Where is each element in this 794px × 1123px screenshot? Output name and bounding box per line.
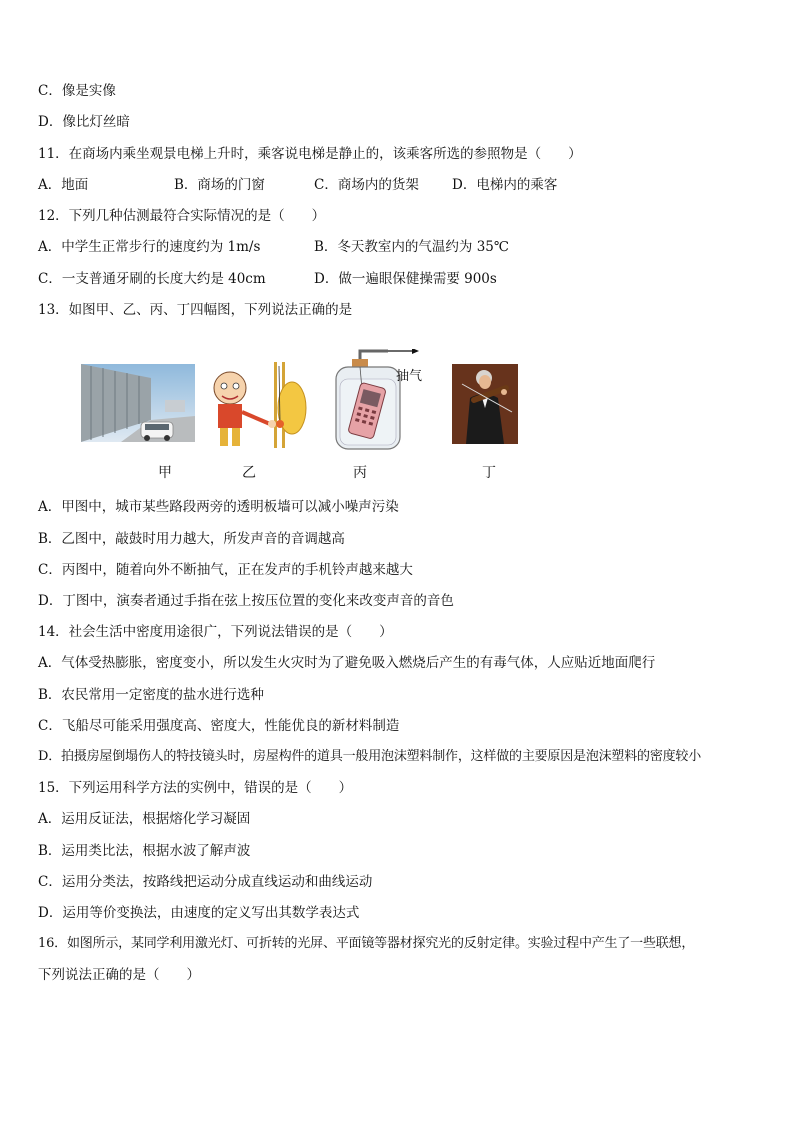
q11-stem: 11．在商场内乘坐观景电梯上升时，乘客说电梯是静止的，该乘客所选的参照物是（ ） — [38, 146, 582, 162]
q10-option-d: D．像比灯丝暗 — [38, 114, 130, 130]
q14-option-b: B．农民常用一定密度的盐水进行选种 — [38, 687, 264, 703]
q15-option-a: A．运用反证法，根据熔化学习凝固 — [38, 811, 251, 827]
q11-option-d: D．电梯内的乘客 — [452, 177, 558, 193]
q14-option-d: D．拍摄房屋倒塌伤人的特技镜头时，房屋构件的道具一般用泡沫塑料制作，这样做的主要原因是泡沫塑料的密度较小 — [38, 749, 702, 764]
q14-option-a: A．气体受热膨胀，密度变小，所以发生火灾时为了避免吸入燃烧后产生的有毒气体，人应贴近地面爬行 — [38, 655, 656, 671]
q11-options-row — [38, 176, 758, 194]
q16-stem-line-2: 下列说法正确的是（ ） — [38, 967, 200, 983]
caption-yi: 乙 — [242, 465, 256, 481]
q12-options-row-1 — [38, 238, 758, 256]
q14-option-c: C．飞船尽可能采用强度高、密度大，性能优良的新材料制造 — [38, 718, 400, 734]
q14-stem: 14．社会生活中密度用途很广，下列说法错误的是（ ） — [38, 624, 393, 640]
q15-option-b: B．运用类比法，根据水波了解声波 — [38, 843, 251, 859]
caption-jia: 甲 — [158, 465, 172, 481]
figure-yi-drum — [208, 362, 310, 450]
q12-option-d: D．做一遍眼保健操需要 900s — [314, 271, 497, 287]
q16-stem-line-1: 16．如图所示，某同学利用激光灯、可折转的光屏、平面镜等器材探究光的反射定律。实验过程中产生了一些联想， — [38, 936, 695, 951]
q11-option-c: C．商场内的货架 — [314, 177, 419, 193]
q10-option-c: C．像是实像 — [38, 83, 116, 99]
q12-option-a: A．中学生正常步行的速度约为 1m/s — [38, 239, 261, 255]
figure-jia-sound-barrier — [81, 364, 195, 442]
q13-option-d: D．丁图中，演奏者通过手指在弦上按压位置的变化来改变声音的音色 — [38, 593, 454, 609]
q11-option-b: B．商场的门窗 — [174, 177, 265, 193]
figure-bing-bell-jar-phone — [332, 349, 442, 451]
q15-option-c: C．运用分类法，按路线把运动分成直线运动和曲线运动 — [38, 874, 373, 890]
q12-option-c: C．一支普通牙刷的长度大约是 40cm — [38, 271, 266, 287]
caption-bing: 丙 — [353, 465, 367, 481]
figure-ding-violinist — [452, 364, 518, 444]
q15-stem: 15．下列运用科学方法的实例中，错误的是（ ） — [38, 780, 353, 796]
q12-options-row-2 — [38, 270, 758, 288]
q13-stem: 13．如图甲、乙、丙、丁四幅图，下列说法正确的是 — [38, 302, 353, 318]
q13-option-b: B．乙图中，敲鼓时用力越大，所发声音的音调越高 — [38, 531, 345, 547]
q13-option-a: A．甲图中，城市某些路段两旁的透明板墙可以减小噪声污染 — [38, 499, 399, 515]
q13-option-c: C．丙图中，随着向外不断抽气，正在发声的手机铃声越来越大 — [38, 562, 413, 578]
pump-label: 抽气 — [396, 369, 423, 384]
q11-option-a: A．地面 — [38, 177, 89, 193]
caption-ding: 丁 — [482, 465, 496, 481]
q12-stem: 12．下列几种估测最符合实际情况的是（ ） — [38, 208, 326, 224]
q15-option-d: D．运用等价变换法，由速度的定义写出其数学表达式 — [38, 905, 360, 921]
q12-option-b: B．冬天教室内的气温约为 35℃ — [314, 239, 509, 255]
